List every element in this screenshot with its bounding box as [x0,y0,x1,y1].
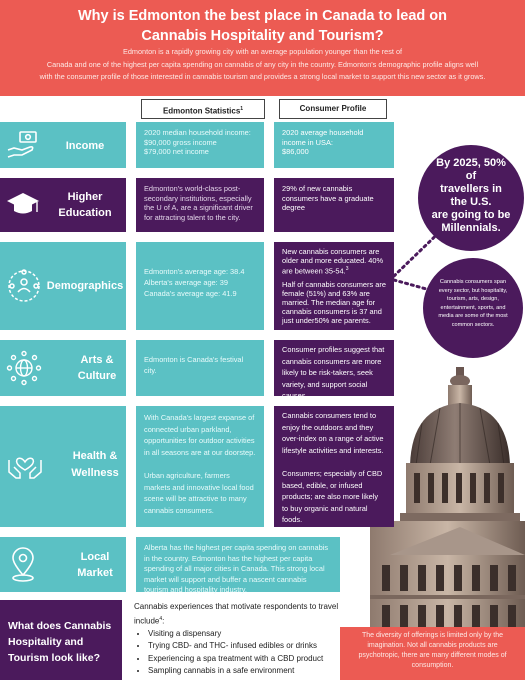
row-arts-stats [136,340,264,396]
diversity-note-text: The diversity of offerings is limited only by the imagination. Not all cannabis products are psychotropic, there are many different modes of consumption. [358,632,507,669]
row-education-consumer-text: 29% of new cannabis consumers have a graduate degree [282,184,374,212]
map-pin-icon [8,547,38,583]
bubble-line-3: travellers in [440,183,502,195]
experiences-title-sup: 4 [159,616,163,622]
row-demographics-label-panel [0,242,126,330]
title-line-1: Why is Edmonton the best place in Canada to lead on [78,8,447,24]
row-health-consumer-p2: Consumers; especially of CBD based, edible, or infused products; are also more likely to buy organic and natural foods. [282,469,383,524]
question-text: What does Cannabis Hospitality and Tourism look like? [8,620,112,664]
row-education-stats-text: Edmonton's world-class post-secondary institutions, especially the U of A, are a significant driver for attracting talent to the city. [144,184,253,222]
row-demographics-stats [136,242,264,330]
diversity-note [340,627,525,680]
row-health-stats [136,406,264,527]
row-health-label: Health & Wellness [71,450,119,479]
experiences-title-colon: : [162,616,165,626]
row-income-consumer-text: 2020 average household income in USA: $86,000 [282,128,364,156]
row-local-text-panel [136,537,340,592]
row-education-consumer [274,178,394,232]
row-demographics-consumer [274,242,394,330]
experiences-list [134,628,364,678]
question-panel [0,600,122,680]
row-education-label-panel [0,178,126,232]
heart-hands-icon [6,446,44,482]
row-demographics-consumer-p1-text: New cannabis consumers are older and more educated. 40% are between 35-54. [282,247,384,276]
row-income-consumer [274,122,394,168]
sectors-bubble-text: Cannabis consumers span every sector, but hospitality, tourism, arts, design, entertainment, sports, and media are some of the most common sectors. [438,279,508,328]
row-arts-label-panel [0,340,126,396]
millennials-bubble [418,145,524,251]
row-arts-label: Arts & Culture [77,354,117,382]
bubble-line-2: of [465,170,477,182]
row-health-stats-p2: Urban agriculture, farmers markets and innovative local food scene will be attractive to many cannabis consumers. [144,471,254,515]
intro-line-3: with the consumer profile of those interested in cannabis tourism and provides a strong local market to support this new sector as it grows. [39,72,486,81]
intro-line-1: Edmonton is a rapidly growing city with an average population younger than the rest of [122,47,403,56]
globe-people-icon [6,350,42,386]
experiences-title-text: Cannabis experiences that motivate respondents to travel include [134,602,339,626]
row-demographics-consumer-p1-sup: 3 [345,266,349,272]
experience-item: • Trying CBD- and THC- infused edibles or drinks [148,640,364,653]
column-header-consumer: Consumer Profile [279,99,387,119]
column-header-stats [141,99,265,119]
row-demographics-stats-text: Edmonton's average age: 38.4 Alberta's average age: 39 Canada's average age: 41.9 [144,267,245,298]
row-health-stats-p1: With Canada's largest expanse of connected urban parkland, opportunities for outdoor activities in all seasons are at our doorstep. [144,413,256,457]
sectors-bubble [423,258,523,358]
row-arts-consumer [274,340,394,400]
experience-item: • Experiencing a spa treatment with a CBD product [148,653,364,666]
row-income-label-panel [0,122,126,168]
experiences-section [134,601,364,678]
row-education-label: Higher Education [58,191,112,219]
row-income-stats [136,122,264,168]
bubble-line-1: By 2025, 50% [436,157,506,169]
bubble-line-4: the U.S. [450,196,492,208]
experiences-title [134,601,364,628]
row-income-stats-text: 2020 median household income: $90,000 gross income $79,000 net income [144,128,251,156]
row-local-label: Local Market [77,551,113,579]
column-header-stats-label: Edmonton Statistics [162,106,241,116]
row-arts-stats-text: Edmonton is Canada's festival city. [144,355,244,375]
page-title [0,6,525,46]
money-hand-icon [6,128,40,162]
experience-item: • Sampling cannabis in a safe environment [148,665,364,678]
row-health-consumer-p1: Cannabis consumers tend to enjoy the outdoors and they over-index on a range of active lifestyle activities and interests. [282,411,384,455]
intro-text [14,46,511,84]
intro-line-2: Canada and one of the highest per capita spending on cannabis of any city in the country. Edmonton's demographic profile aligns well [46,59,479,69]
row-income-label: Income [65,140,105,152]
people-network-icon [6,268,42,304]
row-demographics-consumer-p2: Half of cannabis consumers are female (51%) and 63% are married. The median age for cannabis consumers is 37 and just under50% are parents. [282,280,386,326]
row-health-consumer [274,406,394,527]
row-demographics-label: Demographics [46,280,124,292]
title-line-2: Cannabis Hospitality and Tourism? [141,28,384,44]
experience-item: • Visiting a dispensary [148,628,364,641]
row-local-text: Alberta has the highest per capita spending on cannabis in the country. Edmonton has the highest per capita spending of all major cities in Canada. This strong local market will support and buffer a nascent cannabis tourism and hospitality industry. [144,543,329,594]
graduation-cap-icon [6,190,40,220]
bubble-line-6: Millennials. [441,222,501,234]
row-local-label-panel [0,537,126,592]
bubble-line-5: are going to be [431,209,511,221]
column-header-stats-sup: 1 [240,106,244,112]
header-banner [0,0,525,96]
row-health-label-panel [0,406,126,527]
row-arts-consumer-text: Consumer profiles suggest that cannabis consumers are more likely to be risk-takers, seek variety, and support social causes. [282,345,385,400]
row-demographics-consumer-p1 [282,247,386,275]
row-education-stats [136,178,264,232]
